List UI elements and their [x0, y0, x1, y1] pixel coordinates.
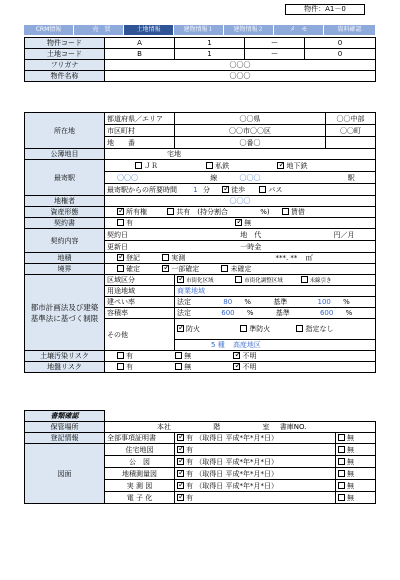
bcr-base: 基準: [273, 298, 288, 306]
doc-yes-cell: [175, 492, 336, 504]
actual-checkbox[interactable]: [162, 254, 169, 261]
station-suffix: 駅: [347, 173, 355, 182]
doc-date[interactable]: 平成*年*月*日: [225, 481, 271, 490]
ground-no-label: 無: [184, 363, 192, 371]
storage-values: [105, 422, 376, 433]
registry-label: 登記情報: [25, 433, 105, 444]
far-bpct: %: [345, 309, 353, 317]
station-types: [105, 160, 376, 172]
height-district: [175, 340, 376, 351]
name-label: 物件名称: [25, 71, 105, 82]
code-table: [24, 37, 376, 82]
soil-options: [105, 351, 376, 362]
code-num[interactable]: 1: [175, 38, 245, 49]
furigana-label: フリガナ: [25, 60, 105, 71]
table-row: [25, 444, 376, 456]
tab-docs[interactable]: 資料確認: [324, 25, 376, 35]
rent-label: 地 代: [240, 230, 262, 239]
code-dash: ー: [245, 38, 305, 49]
tab-memo[interactable]: メ モ: [274, 25, 324, 35]
doc-no-cell: [336, 480, 376, 492]
area-options: [105, 253, 376, 264]
doc-yes-cell: [175, 433, 336, 444]
storage-a: 本社: [157, 423, 171, 431]
loc-v2[interactable]: 〇〇中部: [326, 113, 376, 125]
doc-name: 地積測量図: [105, 468, 175, 480]
code-label: 土地コード: [25, 49, 105, 60]
tab-bar: [24, 25, 376, 35]
doc-note: （取得日: [195, 469, 224, 478]
far-s: 法定: [177, 309, 191, 317]
doc-yes-label: 有: [186, 469, 193, 478]
fixed-label: 確定: [126, 265, 140, 273]
partial-label: 一部確定: [171, 265, 200, 273]
soil-yes-checkbox[interactable]: [117, 352, 124, 359]
table-row: [25, 60, 376, 71]
owner-value[interactable]: 〇〇〇: [105, 196, 376, 207]
doc-yes-label: 有: [186, 457, 193, 466]
far-label: 容積率: [105, 308, 175, 319]
contract-no-label: 無: [244, 219, 252, 227]
station-label: 最寄駅: [25, 160, 105, 196]
doc-no-checkbox[interactable]: [338, 494, 345, 501]
storage-d: 書庫NO.: [279, 423, 307, 431]
area-label: 地積: [25, 253, 105, 264]
doc-yes-checkbox[interactable]: [177, 482, 184, 489]
doc-name: 住宅地図: [105, 444, 175, 456]
partial-checkbox[interactable]: [162, 265, 169, 272]
bcr-label: 建ぺい率: [105, 297, 175, 308]
bus-checkbox[interactable]: [259, 186, 266, 193]
fixed-checkbox[interactable]: [117, 265, 124, 272]
doc-yes-label: 有: [186, 434, 193, 442]
urban-label: 市街化区域: [186, 278, 214, 284]
doc-close: ）: [270, 481, 278, 490]
ground-unk-label: 不明: [242, 363, 257, 371]
property-number: 物件：A1－0: [285, 4, 365, 15]
height-label[interactable]: 高度地区: [232, 341, 261, 349]
contract-yes-label: 有: [126, 219, 133, 227]
ground-yes-label: 有: [126, 363, 133, 371]
far-pct: %: [246, 309, 254, 317]
soil-unk-label: 不明: [242, 352, 257, 360]
code-num[interactable]: 1: [175, 49, 245, 60]
soil-yes-label: 有: [126, 352, 133, 360]
doc-no-checkbox[interactable]: [338, 458, 345, 465]
area-value[interactable]: ***. **: [275, 254, 298, 262]
doc-no-label: 無: [347, 434, 354, 442]
doc-yes-label: 有: [186, 481, 193, 490]
own-label: 所有権: [126, 208, 147, 216]
doc-date[interactable]: 平成*年*月*日: [225, 457, 271, 466]
private-rail-label: 私鉄: [215, 161, 230, 170]
own-checkbox[interactable]: [117, 208, 124, 215]
doc-close: ）: [270, 469, 278, 478]
contract-date-label: 契約日: [107, 230, 128, 239]
tab-building2[interactable]: 建物情報２: [224, 25, 274, 35]
kouyo-value[interactable]: 宅地: [167, 150, 181, 158]
ownership-options: [105, 207, 376, 218]
doc-yes-checkbox[interactable]: [177, 446, 184, 453]
tab-crm[interactable]: CRM情報: [24, 25, 74, 35]
table-row: [25, 422, 376, 433]
location-label: 所在地: [25, 113, 105, 149]
storage-b: 階: [213, 423, 221, 431]
lease-label: 賃借: [290, 208, 305, 216]
table-row: [25, 362, 376, 373]
no-designation-label: 指定なし: [305, 325, 334, 333]
table-row: [25, 49, 376, 60]
doc-note: （取得日: [195, 481, 224, 490]
ground-label: 地盤リスク: [25, 362, 105, 373]
doc-no-label: 無: [347, 445, 354, 454]
furigana-value[interactable]: 〇〇〇: [105, 60, 376, 71]
docs-table: [24, 410, 376, 504]
actual-label: 実測: [171, 254, 186, 262]
storage-label: 保管場所: [25, 422, 105, 433]
contract-no-checkbox[interactable]: [235, 219, 242, 226]
private-rail-checkbox[interactable]: [206, 162, 213, 169]
bus-label: バス: [268, 185, 283, 194]
doc-yes-checkbox[interactable]: [177, 434, 184, 441]
doc-no-label: 無: [347, 457, 354, 466]
height-suffix: 種: [217, 341, 225, 349]
doc-yes-checkbox[interactable]: [177, 458, 184, 465]
doc-date[interactable]: 平成*年*月*日: [225, 434, 271, 442]
table-row: [25, 160, 376, 172]
reg-label: 登記: [126, 254, 140, 262]
far-values: [175, 308, 376, 319]
subway-label: 地下鉄: [286, 161, 308, 170]
doc-no-label: 無: [347, 481, 354, 490]
code-label: 物件コード: [25, 38, 105, 49]
unfixed-label: 未確定: [230, 265, 252, 273]
docs-title: 書類確認: [25, 411, 105, 422]
far-base: 基準: [275, 309, 290, 317]
table-row: [25, 196, 376, 207]
bcr-bpct: %: [343, 298, 350, 306]
use-label: 用途地域: [105, 286, 175, 297]
control-checkbox[interactable]: [235, 276, 242, 283]
soil-unk-checkbox[interactable]: [233, 352, 240, 359]
doc-no-checkbox[interactable]: [338, 470, 345, 477]
table-row: [25, 113, 376, 125]
minutes-value[interactable]: 1: [193, 185, 198, 194]
bcr-bv[interactable]: 100: [317, 298, 331, 306]
station-name[interactable]: 〇〇〇: [239, 173, 261, 182]
table-row: [25, 264, 376, 275]
soil-no-checkbox[interactable]: [175, 352, 182, 359]
time-label: 最寄駅からの所要時間: [107, 185, 177, 194]
table-row: [25, 411, 376, 422]
bcr-s: 法定: [177, 298, 191, 306]
doc-yes-cell: [175, 456, 336, 468]
contract-row2: [105, 241, 376, 253]
ground-yes-checkbox[interactable]: [117, 363, 124, 370]
table-row: [25, 253, 376, 264]
doc-yes-label: 有: [186, 445, 193, 454]
unzoned-label: 未線引き: [309, 278, 332, 284]
station-line: [105, 172, 376, 184]
table-row: [25, 433, 376, 444]
minutes-unit: 分: [202, 185, 210, 194]
storage-c: 室: [262, 423, 270, 431]
code-dash: ー: [245, 49, 305, 60]
subway-checkbox[interactable]: [277, 162, 284, 169]
fire-checkbox[interactable]: [177, 325, 184, 332]
land-table: [24, 112, 376, 373]
doc-note: （取得日: [195, 457, 224, 466]
tab-building1[interactable]: 建物情報１: [174, 25, 224, 35]
loc-v1[interactable]: 〇〇市〇〇区: [175, 125, 326, 137]
contract-doc-options: [105, 218, 376, 229]
doc-no-checkbox[interactable]: [338, 446, 345, 453]
doc-yes-cell: [175, 444, 336, 456]
tab-land[interactable]: 土地情報: [124, 25, 174, 35]
ground-no-checkbox[interactable]: [175, 363, 182, 370]
ownership-label: 資産形態: [25, 207, 105, 218]
shared-label: 共有 (持分割合: [176, 208, 228, 216]
doc-note: （取得日: [195, 434, 224, 442]
far-v[interactable]: 600: [221, 309, 235, 317]
other-label: その他: [105, 319, 175, 351]
tab-sale[interactable]: 売 買: [74, 25, 124, 35]
doc-no-cell: [336, 444, 376, 456]
table-row: [25, 207, 376, 218]
table-row: [25, 218, 376, 229]
use-value[interactable]: 商業地域: [175, 286, 376, 297]
code-zero[interactable]: 0: [305, 38, 376, 49]
doc-close: ）: [270, 434, 278, 442]
table-row: [25, 229, 376, 241]
bcr-v[interactable]: 80: [223, 298, 233, 306]
urban-checkbox[interactable]: [177, 276, 184, 283]
table-row: [25, 38, 376, 49]
contract-yes-checkbox[interactable]: [117, 219, 124, 226]
walk-label: 徒歩: [231, 185, 246, 194]
jr-label: ＪＲ: [144, 161, 158, 170]
far-bv[interactable]: 600: [319, 309, 334, 317]
loc-v1[interactable]: 〇番〇: [175, 137, 326, 149]
table-row: [25, 351, 376, 362]
name-value[interactable]: 〇〇〇: [105, 71, 376, 82]
area-unit: ㎡: [305, 254, 313, 262]
zone-options: [175, 275, 376, 286]
lump-label: 一時金: [240, 242, 262, 251]
contract-doc-label: 契約書: [25, 218, 105, 229]
doc-name: 実 測 図: [105, 480, 175, 492]
doc-no-label: 無: [347, 493, 354, 502]
doc-no-cell: [336, 468, 376, 480]
doc-date[interactable]: 平成*年*月*日: [225, 469, 271, 478]
rent-unit: 円／月: [333, 230, 355, 239]
boundary-label: 境界: [25, 264, 105, 275]
fire-label: 防火: [186, 325, 200, 333]
jr-checkbox[interactable]: [135, 162, 142, 169]
doc-no-cell: [336, 433, 376, 444]
semi-fire-checkbox[interactable]: [240, 325, 247, 332]
bcr-pct: %: [244, 298, 252, 306]
doc-yes-checkbox[interactable]: [177, 494, 184, 501]
line-suffix: 線: [210, 173, 218, 182]
unfixed-checkbox[interactable]: [221, 265, 228, 272]
doc-name: 電 子 化: [105, 492, 175, 504]
code-letter[interactable]: B: [105, 49, 175, 60]
loc-v2[interactable]: 〇〇町: [326, 125, 376, 137]
doc-yes-label: 有: [186, 493, 193, 502]
code-zero[interactable]: 0: [305, 49, 376, 60]
docs-title-spacer: [105, 411, 376, 422]
drawings-label: 図面: [25, 444, 105, 504]
doc-yes-cell: [175, 480, 336, 492]
zone-label: 区域区分: [105, 275, 175, 286]
loc-v1[interactable]: 〇〇県: [175, 113, 326, 125]
contract-label: 契約内容: [25, 229, 105, 253]
planning-label: 都市計画法及び建築基準法に基づく制限: [25, 275, 105, 351]
doc-no-checkbox[interactable]: [338, 482, 345, 489]
loc-v2[interactable]: [326, 137, 376, 149]
shared-pct: %): [260, 208, 270, 216]
contract-row1: [105, 229, 376, 241]
kouyo-cell: [105, 149, 376, 160]
doc-yes-checkbox[interactable]: [177, 470, 184, 477]
soil-label: 土壌汚染リスク: [25, 351, 105, 362]
table-row: [25, 275, 376, 286]
doc-no-label: 無: [347, 469, 354, 478]
doc-no-checkbox[interactable]: [338, 434, 345, 441]
doc-name: 公 図: [105, 456, 175, 468]
line-name[interactable]: 〇〇〇: [117, 173, 138, 182]
loc-key: 地 番: [105, 137, 175, 149]
boundary-options: [105, 264, 376, 275]
ground-options: [105, 362, 376, 373]
walk-checkbox[interactable]: [222, 186, 229, 193]
code-letter[interactable]: A: [105, 38, 175, 49]
doc-yes-cell: [175, 468, 336, 480]
height-no[interactable]: 5: [211, 341, 216, 349]
reg-checkbox[interactable]: [117, 254, 124, 261]
soil-no-label: 無: [184, 352, 192, 360]
lease-checkbox[interactable]: [282, 208, 289, 215]
no-designation-checkbox[interactable]: [296, 325, 303, 332]
owner-label: 地権者: [25, 196, 105, 207]
loc-key: 市区町村: [105, 125, 175, 137]
unzoned-checkbox[interactable]: [301, 276, 308, 283]
table-row: [25, 149, 376, 160]
ground-unk-checkbox[interactable]: [233, 363, 240, 370]
doc-no-cell: [336, 456, 376, 468]
fire-options: [175, 319, 376, 340]
loc-key: 都道府県／エリア: [105, 113, 175, 125]
control-label: 市街化調整区域: [244, 278, 283, 284]
kouyo-label: 公簿地目: [25, 149, 105, 160]
doc-close: ）: [270, 457, 278, 466]
doc-no-cell: [336, 492, 376, 504]
renew-label: 更新日: [107, 242, 128, 251]
doc-name: 全部事項証明書: [105, 433, 175, 444]
bcr-values: [175, 297, 376, 308]
station-time: [105, 184, 376, 196]
shared-checkbox[interactable]: [167, 208, 174, 215]
semi-fire-label: 準防火: [249, 325, 271, 333]
table-row: [25, 71, 376, 82]
